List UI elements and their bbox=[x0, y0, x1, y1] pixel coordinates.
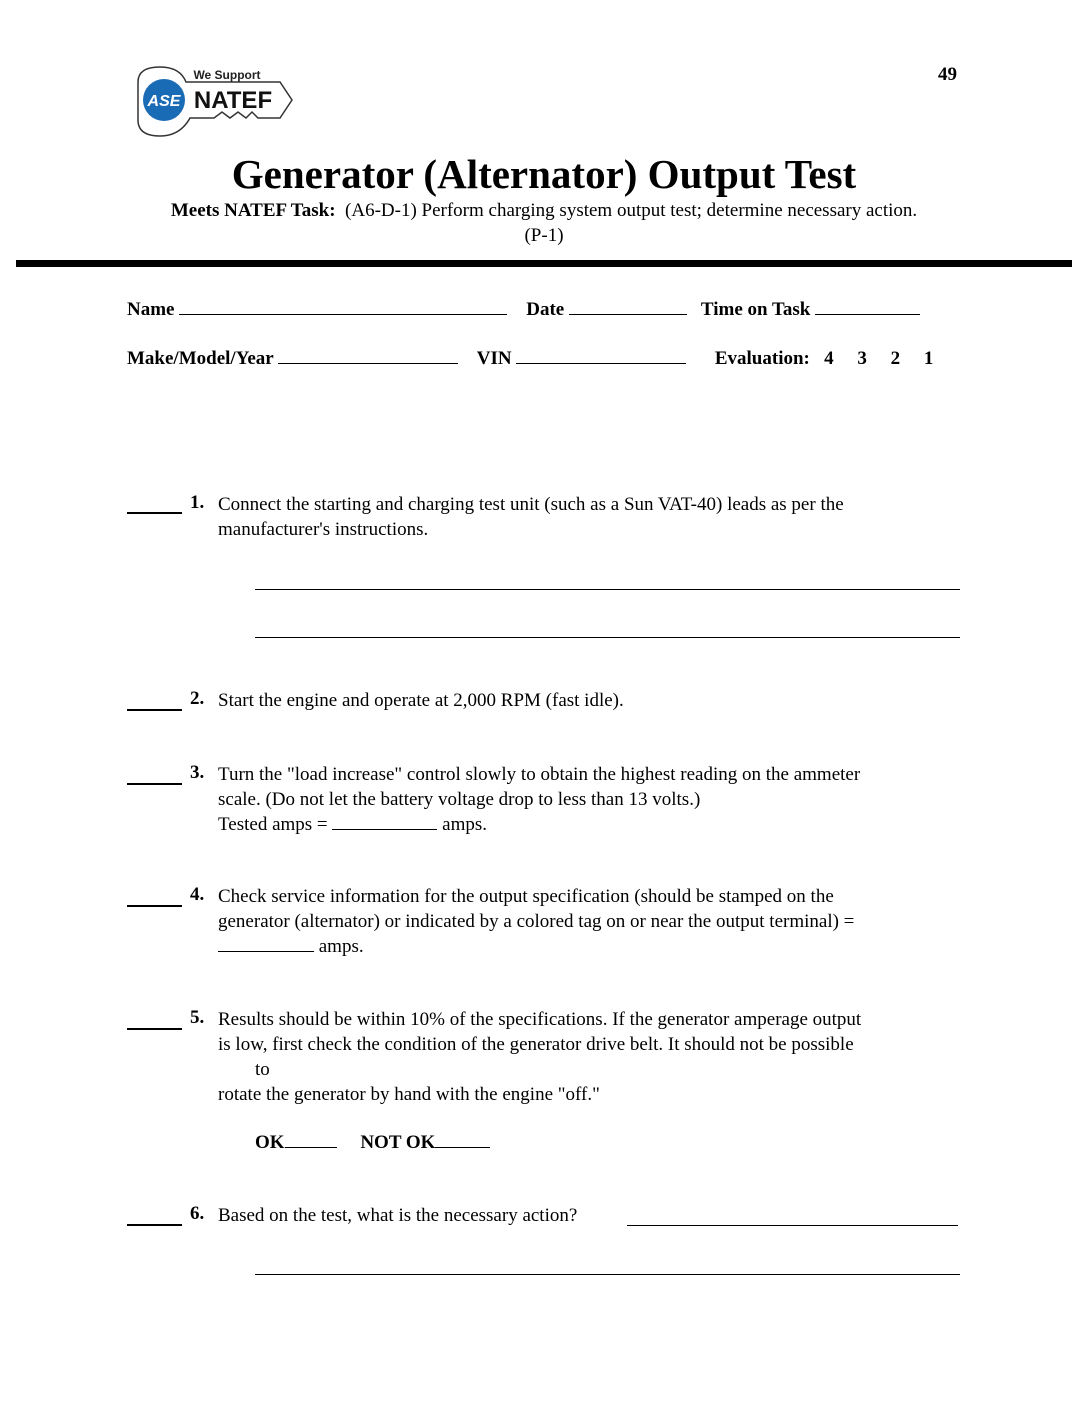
name-field[interactable] bbox=[179, 296, 507, 315]
step-6-text: Based on the test, what is the necessary action? bbox=[218, 1205, 578, 1226]
page-title: Generator (Alternator) Output Test bbox=[231, 151, 857, 197]
task-priority: (P-1) bbox=[524, 225, 564, 246]
page-number: 49 bbox=[938, 64, 957, 85]
vin-field[interactable] bbox=[516, 345, 686, 364]
vin-label: VIN bbox=[476, 348, 512, 369]
name-row bbox=[127, 296, 920, 322]
answer-line[interactable] bbox=[627, 1225, 958, 1226]
step-3-line: scale. (Do not let the battery voltage drop to less than 13 volts.) bbox=[218, 789, 701, 810]
step-1-number: 1. bbox=[190, 492, 205, 513]
svg-text:We Support: We Support bbox=[193, 68, 261, 82]
step-4-number: 4. bbox=[190, 884, 205, 905]
ok-row bbox=[255, 1130, 490, 1155]
step-3-number: 3. bbox=[190, 762, 205, 783]
step-6-check[interactable] bbox=[127, 1224, 182, 1226]
make-label: Make/Model/Year bbox=[127, 348, 274, 369]
task-text: (A6-D-1) Perform charging system output test; determine necessary action. bbox=[345, 200, 918, 221]
make-field[interactable] bbox=[278, 345, 458, 364]
time-label: Time on Task bbox=[700, 299, 811, 320]
step-5-line: Results should be within 10% of the specifications. If the generator amperage output bbox=[218, 1009, 862, 1030]
answer-line[interactable] bbox=[255, 589, 960, 590]
step-4-line: generator (alternator) or indicated by a colored tag on or near the output terminal) = bbox=[218, 911, 855, 932]
tested-amps-field[interactable] bbox=[332, 813, 437, 830]
step-4-check[interactable] bbox=[127, 905, 182, 907]
step-5-line: is low, first check the condition of the generator drive belt. It should not be possible bbox=[218, 1034, 854, 1055]
step-6-number: 6. bbox=[190, 1203, 205, 1224]
tested-amps-unit: amps. bbox=[442, 814, 487, 835]
step-3-text bbox=[218, 762, 860, 837]
step-5-text bbox=[218, 1007, 861, 1107]
name-label: Name bbox=[127, 299, 175, 320]
svg-text:NATEF: NATEF bbox=[193, 87, 273, 114]
step-2-text: Start the engine and operate at 2,000 RPM (fast idle). bbox=[218, 690, 624, 711]
not-ok-label: NOT OK bbox=[360, 1132, 436, 1153]
time-field[interactable] bbox=[815, 296, 920, 315]
step-1-check[interactable] bbox=[127, 512, 182, 514]
evaluation-label: Evaluation: bbox=[714, 348, 810, 369]
tested-amps-label: Tested amps = bbox=[218, 814, 328, 835]
step-1-line: manufacturer's instructions. bbox=[218, 519, 429, 540]
svg-text:ASE: ASE bbox=[147, 93, 181, 110]
not-ok-field[interactable] bbox=[435, 1131, 490, 1148]
spec-amps-unit: amps. bbox=[318, 936, 364, 957]
natef-logo bbox=[130, 62, 295, 144]
step-2-number: 2. bbox=[190, 688, 205, 709]
step-5-check[interactable] bbox=[127, 1028, 182, 1030]
step-2-check[interactable] bbox=[127, 709, 182, 711]
step-5-number: 5. bbox=[190, 1007, 205, 1028]
answer-line[interactable] bbox=[255, 637, 960, 638]
date-label: Date bbox=[526, 299, 565, 320]
step-1-line: Connect the starting and charging test unit (such as a Sun VAT-40) leads as per the bbox=[218, 494, 844, 515]
tested-amps-row bbox=[218, 812, 860, 837]
spec-amps-field[interactable] bbox=[218, 935, 314, 952]
task-label: Meets NATEF Task: bbox=[170, 200, 336, 221]
score-2[interactable]: 2 bbox=[890, 348, 901, 369]
step-1-text bbox=[218, 492, 844, 542]
ok-label: OK bbox=[255, 1132, 285, 1153]
date-field[interactable] bbox=[569, 296, 687, 315]
step-4-line: Check service information for the output specification (should be stamped on the bbox=[218, 886, 834, 907]
task-description bbox=[0, 198, 1088, 223]
ok-field[interactable] bbox=[285, 1131, 337, 1148]
answer-line[interactable] bbox=[255, 1274, 960, 1275]
vehicle-row bbox=[127, 345, 933, 371]
score-4[interactable]: 4 bbox=[824, 348, 834, 369]
step-3-check[interactable] bbox=[127, 783, 182, 785]
score-1[interactable]: 1 bbox=[923, 348, 934, 369]
step-4-text bbox=[218, 884, 854, 959]
step-3-line: Turn the "load increase" control slowly to obtain the highest reading on the ammeter bbox=[218, 764, 861, 785]
step-5-line: to bbox=[255, 1059, 270, 1080]
header-divider bbox=[16, 260, 1072, 267]
step-5-line: rotate the generator by hand with the engine "off." bbox=[218, 1084, 600, 1105]
score-3[interactable]: 3 bbox=[857, 348, 867, 369]
